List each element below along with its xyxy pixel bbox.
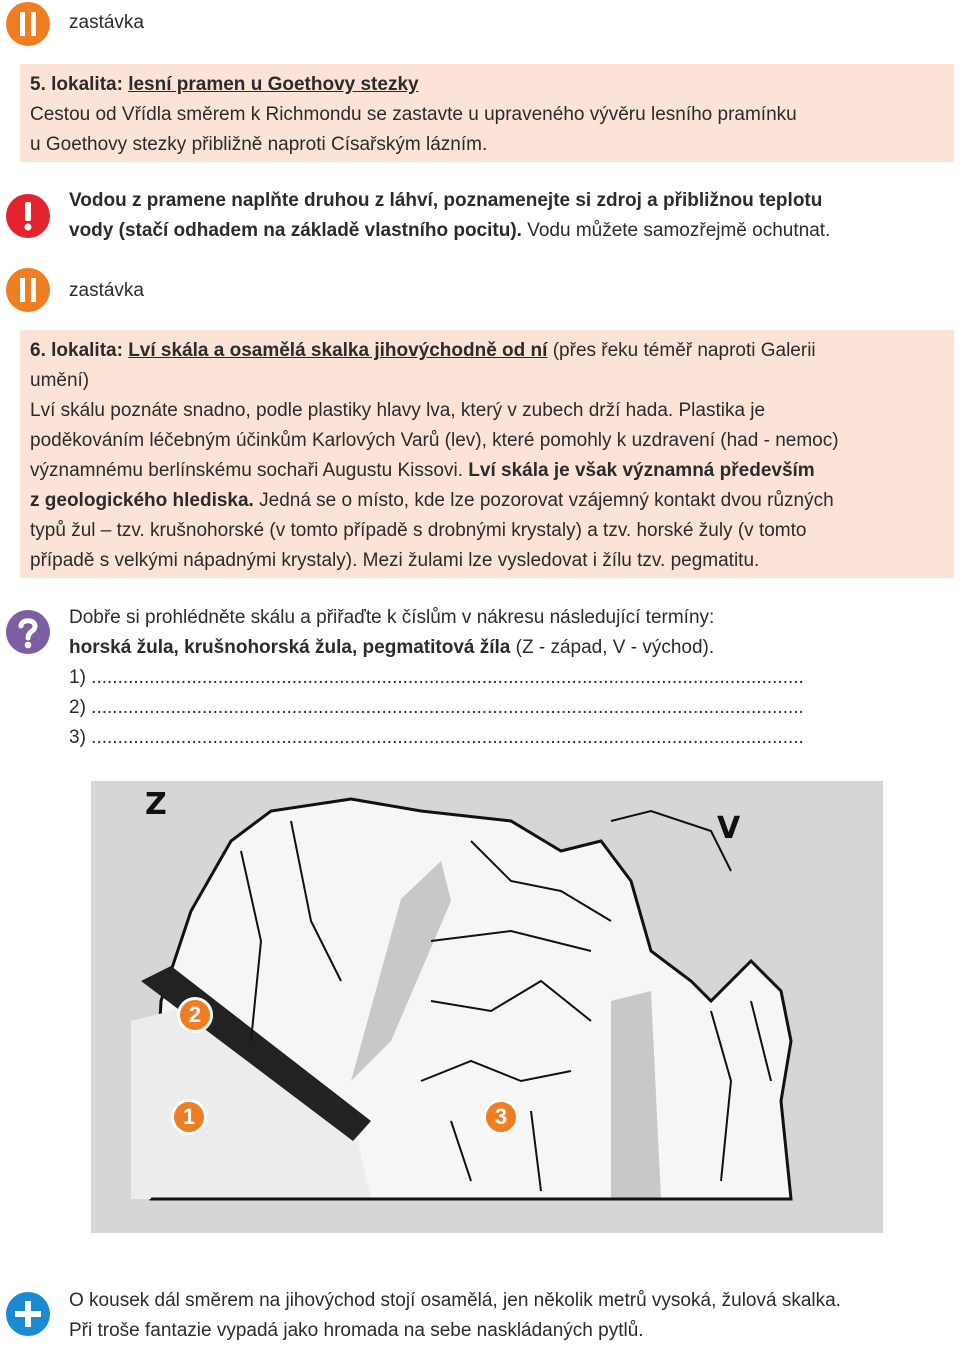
plus-icon [6, 1292, 50, 1336]
location-5-heading: 5. lokalita: lesní pramen u Goethovy stezky [30, 74, 419, 95]
location-5-text-1: Cestou od Vřídla směrem k Richmondu se zastavte u upraveného vývěru lesního pramínku [30, 104, 797, 125]
extra-text: O kousek dál směrem na jihovýchod stojí osamělá, jen několik metrů vysoká, žulová skalka. Při troše fantazie vypadá jako hromada na sebe naskládaných pytlů. [69, 1290, 841, 1341]
east-label: V [717, 811, 741, 846]
location-6-text: typů žul – tzv. krušnohorské (v tomto případě s drobnými krystaly) a tzv. horské žuly (v tomto [30, 520, 807, 541]
pause-icon [6, 2, 50, 46]
rock-sketch-figure [91, 781, 883, 1233]
answer-line-3[interactable]: 3) ....................................................................................................................................... [69, 727, 804, 748]
marker-2: 2 [177, 997, 213, 1033]
location-6-text: případě s velkými nápadnými krystaly). Mezi žulami lze vysledovat i žílu tzv. pegmatitu. [30, 550, 760, 571]
stop-label: zastávka [69, 280, 144, 301]
answer-line-2[interactable]: 2) ....................................................................................................................................... [69, 697, 804, 718]
location-5-text-2: u Goethovy stezky přibližně naproti Císařským lázním. [30, 134, 488, 155]
marker-1: 1 [171, 1099, 207, 1135]
location-6-box [20, 330, 954, 578]
pause-icon [6, 268, 50, 312]
stop-label: zastávka [69, 12, 144, 33]
location-5-box [20, 64, 954, 162]
location-6-title: Lví skála a osamělá skalka jihovýchodně od ní [128, 340, 548, 361]
exclamation-icon [6, 194, 50, 238]
question-text: Dobře si prohlédněte skálu a přiřaďte k číslům v nákresu následující termíny: horská žula, krušnohorská žula, pegmatitová žíla (Z - západ, V - východ). [69, 607, 715, 658]
location-5-title: lesní pramen u Goethovy stezky [128, 74, 419, 95]
west-label: Z [145, 787, 167, 822]
location-6-text: poděkováním léčebným účinkům Karlových Varů (lev), které pomohly k uzdravení (had - nemoc) [30, 430, 839, 451]
answer-line-1[interactable]: 1) ....................................................................................................................................... [69, 667, 804, 688]
warning-text: Vodou z pramene naplňte druhou z láhví, poznamenejte si zdroj a přibližnou teplotu vody (stačí odhadem na základě vlastního pocitu). Vodu můžete samozřejmě ochutnat. [69, 190, 831, 241]
location-6-text: Lví skálu poznáte snadno, podle plastiky hlavy lva, který v zubech drží hada. Plastika je [30, 400, 766, 421]
marker-3: 3 [483, 1099, 519, 1135]
location-6-text: významnému berlínskému sochaři Augustu Kissovi. Lví skála je však významná především [30, 460, 815, 481]
location-6-heading: 6. lokalita: Lví skála a osamělá skalka jihovýchodně od ní (přes řeku téměř naproti Galerii [30, 340, 816, 361]
location-6-text: umění) [30, 370, 90, 391]
location-6-text: z geologického hlediska. Jedná se o místo, kde lze pozorovat vzájemný kontakt dvou různých [30, 490, 834, 511]
question-icon [6, 610, 50, 654]
